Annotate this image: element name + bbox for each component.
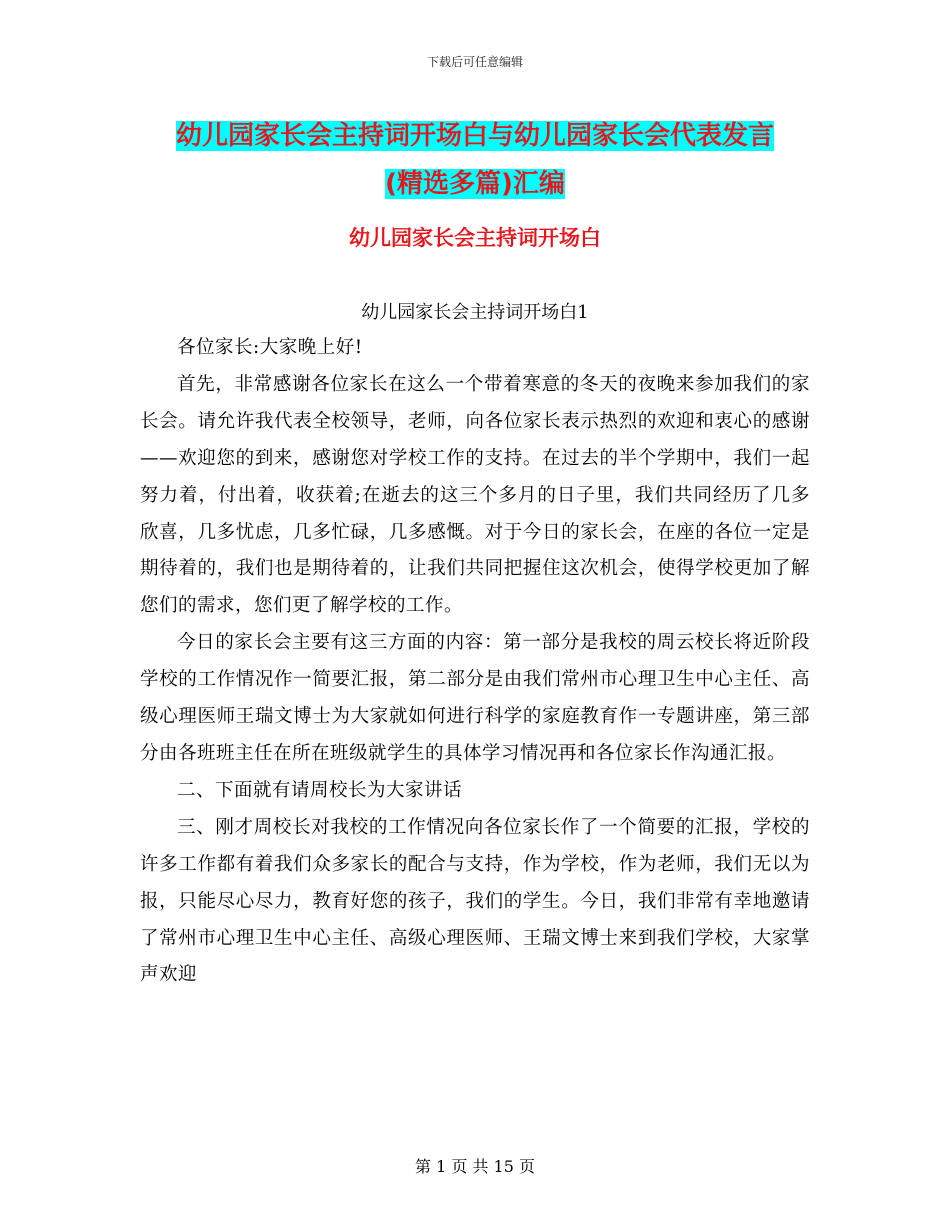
document-body bbox=[140, 330, 810, 994]
header-note: 下载后可任意编辑 bbox=[426, 55, 523, 69]
subtitle: 幼儿园家长会主持词开场白1 bbox=[361, 302, 589, 323]
title-line-1: 幼儿园家长会主持词开场白与幼儿园家长会代表发言 bbox=[175, 121, 774, 151]
document-title bbox=[140, 112, 810, 208]
page-number: 第 1 页 共 15 页 bbox=[415, 1157, 535, 1176]
paragraph: 三、刚才周校长对我校的工作情况向各位家长作了一个简要的汇报，学校的许多工作都有着我们众多家长的配合与支持，作为学校，作为老师，我们无以为报，只能尽心尽力，教育好您的孩子，我们的学生。今日，我们非常有幸地邀请了常州市心理卫生中心主任、高级心理医师、王瑞文博士来到我们学校，大家掌声欢迎 bbox=[140, 816, 810, 986]
section-title: 幼儿园家长会主持词开场白 bbox=[349, 226, 601, 250]
paragraph: 首先，非常感谢各位家长在这么一个带着寒意的冬天的夜晚来参加我们的家长会。请允许我代表全校领导，老师，向各位家长表示热烈的欢迎和衷心的感谢——欢迎您的到来，感谢您对学校工作的支持。在过去的半个学期中，我们一起努力着，付出着，收获着;在逝去的这三个多月的日子里，我们共同经历了几多欣喜，几多忧虑，几多忙碌，几多感慨。对于今日的家长会，在座的各位一定是期待着的，我们也是期待着的，让我们共同把握住这次机会，使得学校更加了解您们的需求，您们更了解学校的工作。 bbox=[140, 373, 810, 617]
paragraph: 今日的家长会主要有这三方面的内容：第一部分是我校的周云校长将近阶段学校的工作情况作一简要汇报，第二部分是由我们常州市心理卫生中心主任、高级心理医师王瑞文博士为大家就如何进行科学的家庭教育作一专题讲座，第三部分由各班班主任在所在班级就学生的具体学习情况再和各位家长作沟通汇报。 bbox=[140, 632, 810, 764]
paragraph: 二、下面就有请周校长为大家讲话 bbox=[177, 779, 463, 801]
title-line-2: (精选多篇)汇编 bbox=[385, 169, 565, 199]
paragraph: 各位家长:大家晚上好! bbox=[177, 337, 363, 358]
